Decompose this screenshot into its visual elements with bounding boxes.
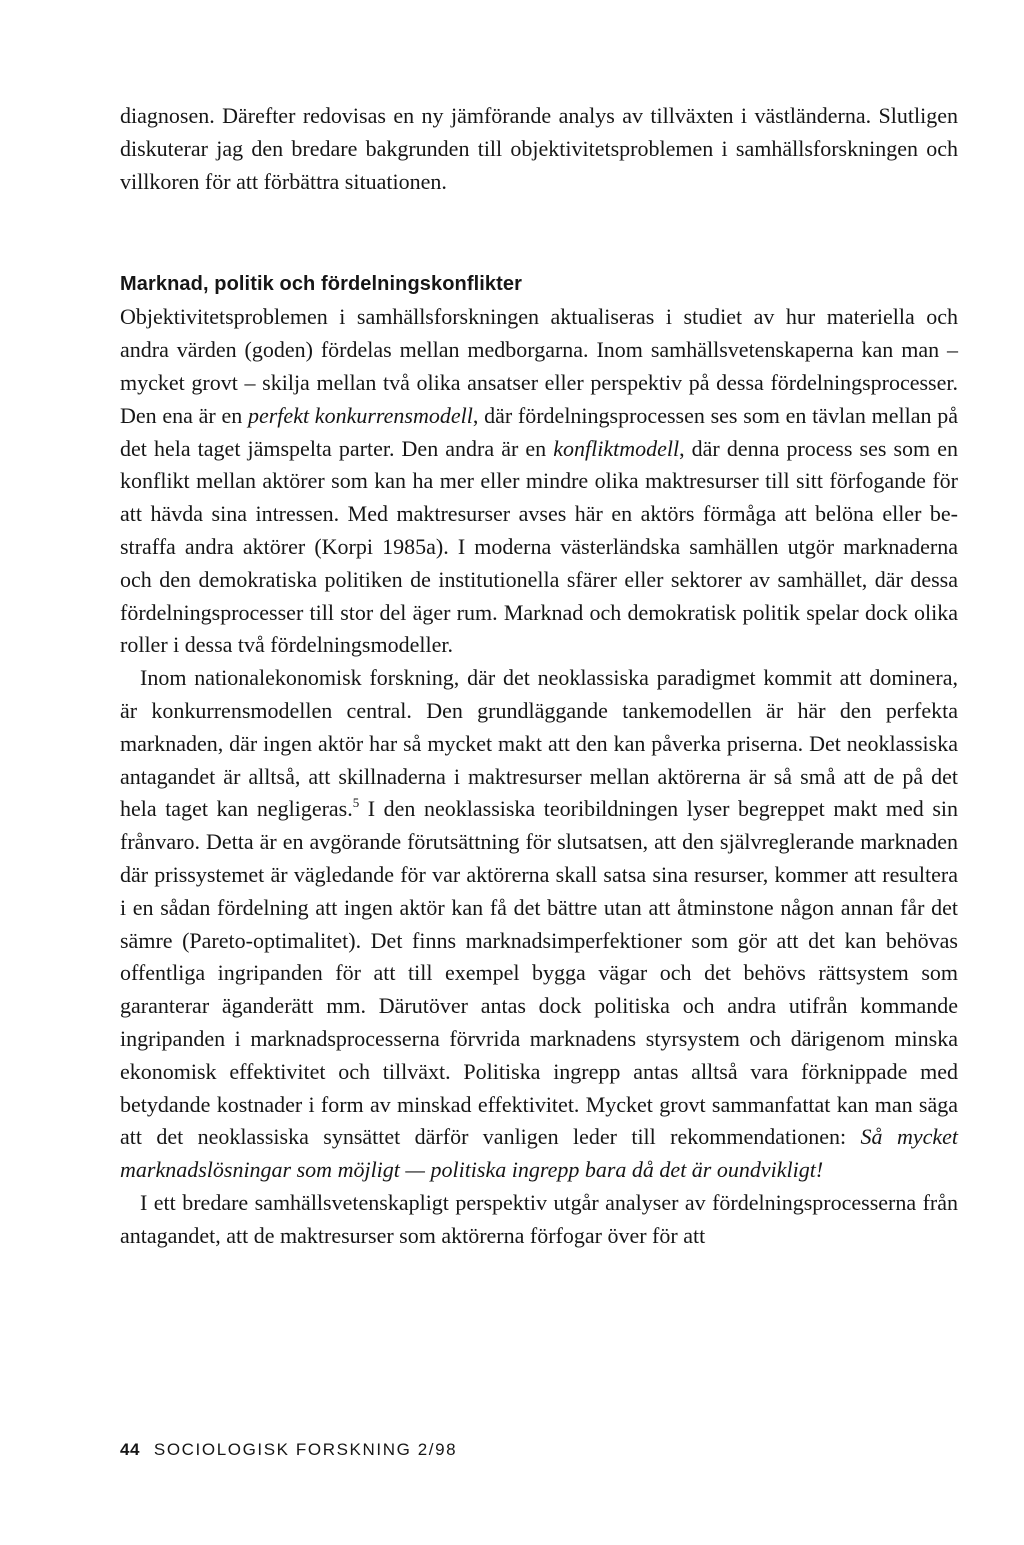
paragraph-1-text-a: Objektivitetsproblemen i samhällsforskningen aktualiseras i studiet av hur materiella och andra värden (goden) fördelas mellan medborgarna. Inom samhällsvetenskaperna kan man – mycket grovt – skilja mellan två olika ansatser eller perspektiv på dessa fördelningsprocesser. Den ena är en bbox=[120, 304, 958, 428]
journal-name: SOCIOLOGISK FORSKNING 2/98 bbox=[153, 1440, 458, 1459]
paragraph-2 bbox=[120, 662, 958, 1187]
paragraph-1-term-konkurrensmodell: perfekt konkurrensmodell bbox=[247, 402, 473, 428]
intro-paragraph: diagnosen. Därefter redovisas en ny jämförande analys av tillväxten i västländerna. Slutligen diskuterar jag den bredare bakgrunden till objektivitetsproblemen i samhällsforskningen och villkoren för att förbättra situationen. bbox=[120, 103, 958, 194]
paragraph-3: I ett bredare samhällsvetenskapligt perspektiv utgår analyser av fördelningsprocesserna från antagandet, att de maktresurser som aktörerna förfogar över för att bbox=[120, 1189, 958, 1248]
paragraph-1-text-e: , där denna process ses som en konflikt mellan aktörer som kan ha mer eller mindre olika maktresurser till sitt förfogande för att hävda sina intressen. Med maktresurser avses här en aktörs förmåga att belöna eller bestraffa andra aktörer (Korpi 1985a). I moderna västerländska samhällen utgör marknaderna och den demokratiska politiken de institutionella sfärer eller sektorer av samhället, där dessa fördelningsprocesser till stor del äger rum. Marknad och demokratisk politik spelar dock olika roller i dessa två fördelningsmodeller. bbox=[120, 435, 958, 658]
section-heading: Marknad, politik och fördelningskonflikter bbox=[120, 273, 523, 296]
paragraph-2-italic-quote: Så mycket marknadslösningar som möjligt — politiska ingrepp bara då det är oundvikligt! bbox=[120, 1124, 959, 1183]
footnote-marker: 5 bbox=[352, 795, 360, 811]
paragraph-2-text-b: I den neoklassiska teoribildningen lyser begreppet makt med sin frånvaro. Detta är en avgörande förutsättning för slutsatsen, att den självreglerande marknaden där prissystemet är vägledande för var aktörerna skall satsa sina resurser, kommer att resultera i en sådan fördelning att ingen aktör kan få det bättre utan att åtminstone någon annan får det sämre (Pareto-optimalitet). Det finns marknadsimperfektioner som gör att det kan behövas offentliga ingripanden för att till exempel bygga vägar och det behövs rättsystem som garanterar äganderätt mm. Därutöver antas dock politiska och andra utifrån kommande ingripanden i marknadsprocesserna förvrida marknadens styrsystem och därigenom minska ekonomisk effektivitet och tillväxt. Politiska ingrepp antas alltså vara förknippade med betydande kostnader i form av minskad effektivitet. Mycket grovt sammanfattat kan man säga att det neoklassiska synsättet därför vanligen leder till rekommendationen: bbox=[120, 796, 958, 1150]
page-number: 44 bbox=[120, 1440, 140, 1459]
paragraph-1-text-c: , där fördelningsprocessen ses som en tävlan mellan på det hela taget jämspelta parter. Den andra är en bbox=[120, 402, 958, 461]
paragraph-1 bbox=[120, 301, 958, 662]
paragraph-2-text-a: Inom nationalekonomisk forskning, där det neoklassiska paradigmet kommit att dominera, är konkurrensmodellen central. Den grundläggande tankemodellen är här den perfekta marknaden, där ingen aktör har så mycket makt att den kan påverka priserna. Det neoklassiska antagandet är alltså, att skillnaderna i maktresurser mellan aktörerna är så små att de på det hela taget kan negligeras. bbox=[120, 665, 958, 822]
paragraph-1-term-konfliktmodell: konfliktmodell bbox=[553, 435, 680, 461]
page-footer bbox=[120, 1440, 457, 1460]
page-body bbox=[120, 100, 958, 1253]
